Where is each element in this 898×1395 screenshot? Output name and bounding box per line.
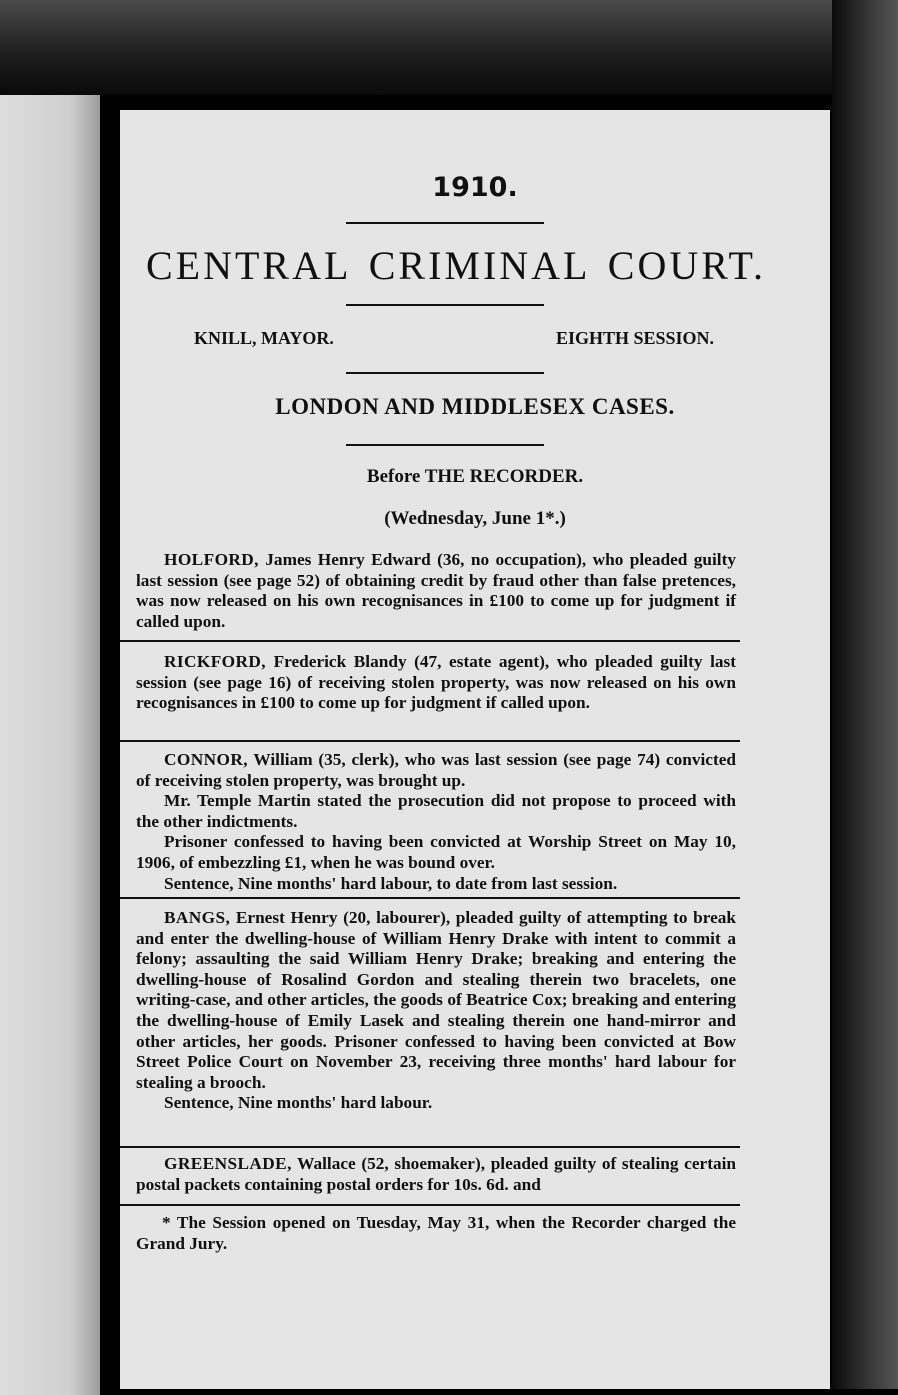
cases-heading: LONDON AND MIDDLESEX CASES. [275, 394, 675, 419]
case-text: Ernest Henry (20, labourer), pleaded guilty of attempting to break and enter the dwelling-house of William Henry Drake with intent to commit a felony; assaulting the said William Henry Drake; breaking and entering the dwelling-house of Rosalind Gordon and stealing therein two bracelets, one writing-case, and other articles, the goods of Beatrice Cox; breaking and entering the dwelling-house of Emily Lasek and stealing therein one hand-mirror and other articles, her goods. Prisoner confessed to having been convicted at Bow Street Police Court on November 23, receiving three months' hard labour for stealing a brooch. [136, 908, 736, 1092]
date-line: (Wednesday, June 1*.) [384, 508, 566, 529]
scan-right-edge [832, 0, 898, 1389]
rule-4 [346, 444, 544, 446]
rule-3 [346, 372, 544, 374]
case-divider [120, 897, 740, 899]
case-paragraph: Mr. Temple Martin stated the prosecution did not propose to proceed with the other indictments. [136, 791, 736, 831]
mayor-label: KNILL, MAYOR. [194, 328, 334, 348]
case-divider [120, 640, 740, 642]
case-paragraph: Prisoner confessed to having been convicted at Worship Street on May 10, 1906, of embezzling £1, when he was bound over. [136, 832, 736, 872]
footnote-text: * The Session opened on Tuesday, May 31, when the Recorder charged the Grand Jury. [136, 1213, 736, 1253]
case-name: HOLFORD, [164, 550, 259, 569]
case-text: James Henry Edward (36, no occupation), who pleaded guilty last session (see page 52) of obtaining credit by fraud other than false pretences, was now released on his own recognisances in £100 to come up for judgment if called upon. [136, 550, 736, 631]
previous-page-edge [0, 95, 100, 1395]
case-connor [136, 750, 736, 894]
year-heading: 1910. [432, 172, 518, 203]
case-divider [120, 740, 740, 742]
case-rickford [136, 652, 736, 714]
court-title [146, 242, 766, 289]
case-bangs [136, 908, 736, 1114]
footnote-divider [120, 1204, 740, 1206]
court-word-1: CENTRAL [146, 243, 352, 288]
case-name: GREENSLADE, [164, 1154, 292, 1173]
rule-2 [346, 304, 544, 306]
court-word-3: COURT. [607, 243, 766, 288]
case-text: Frederick Blandy (47, estate agent), who pleaded guilty last session (see page 16) of receiving stolen property, was now released on his own recognisances in £100 to come up for judgment if called upon. [136, 652, 736, 713]
before-line: Before THE RECORDER. [366, 466, 584, 487]
case-paragraph: Sentence, Nine months' hard labour. [164, 1093, 433, 1113]
session-line [194, 328, 714, 349]
session-label: EIGHTH SESSION. [555, 328, 714, 348]
footnote [136, 1212, 736, 1254]
case-holford [136, 550, 736, 632]
case-name: RICKFORD, [164, 652, 267, 671]
case-greenslade [136, 1154, 736, 1195]
case-divider [120, 1146, 740, 1148]
case-text: Wallace (52, shoemaker), pleaded guilty of stealing certain postal packets containing postal orders for 10s. 6d. and [136, 1154, 736, 1194]
case-name: BANGS, [164, 908, 231, 927]
rule-1 [346, 222, 544, 224]
case-text: William (35, clerk), who was last session (see page 74) convicted of receiving stolen property, was brought up. [136, 750, 736, 790]
case-name: CONNOR, [164, 750, 248, 769]
document-page [120, 110, 830, 1389]
court-word-2: CRIMINAL [368, 243, 591, 288]
scan-top-edge [0, 0, 898, 95]
case-paragraph: Sentence, Nine months' hard labour, to date from last session. [164, 873, 618, 893]
